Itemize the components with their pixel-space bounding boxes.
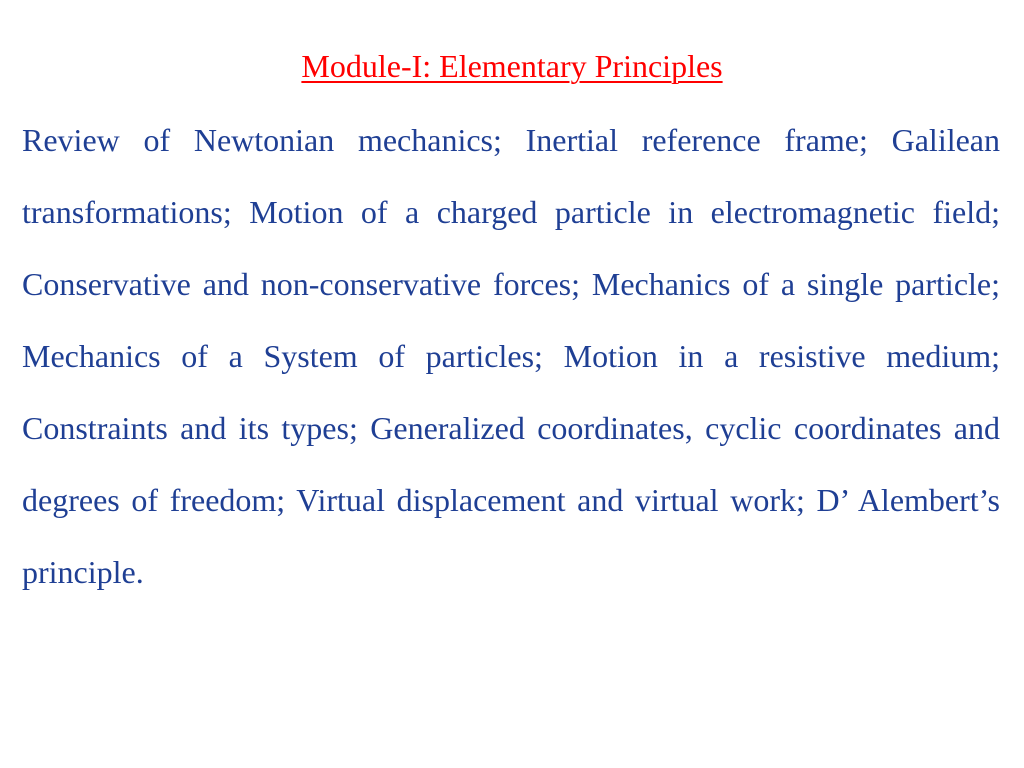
module-title: Module-I: Elementary Principles — [301, 48, 723, 84]
module-description: Review of Newtonian mechanics; Inertial reference frame; Galilean transformations; Motion of a charged particle in electromagnetic field; Conservative and non-conservative forces; Mechanics of a single particle; Mechanics of a System of particles; Motion in a resistive medium; Constraints and its types; Generalized coordinates, cyclic coordinates and degrees of freedom; Virtual displacement and virtual work; D’ Alembert’s principle. — [22, 122, 1000, 590]
